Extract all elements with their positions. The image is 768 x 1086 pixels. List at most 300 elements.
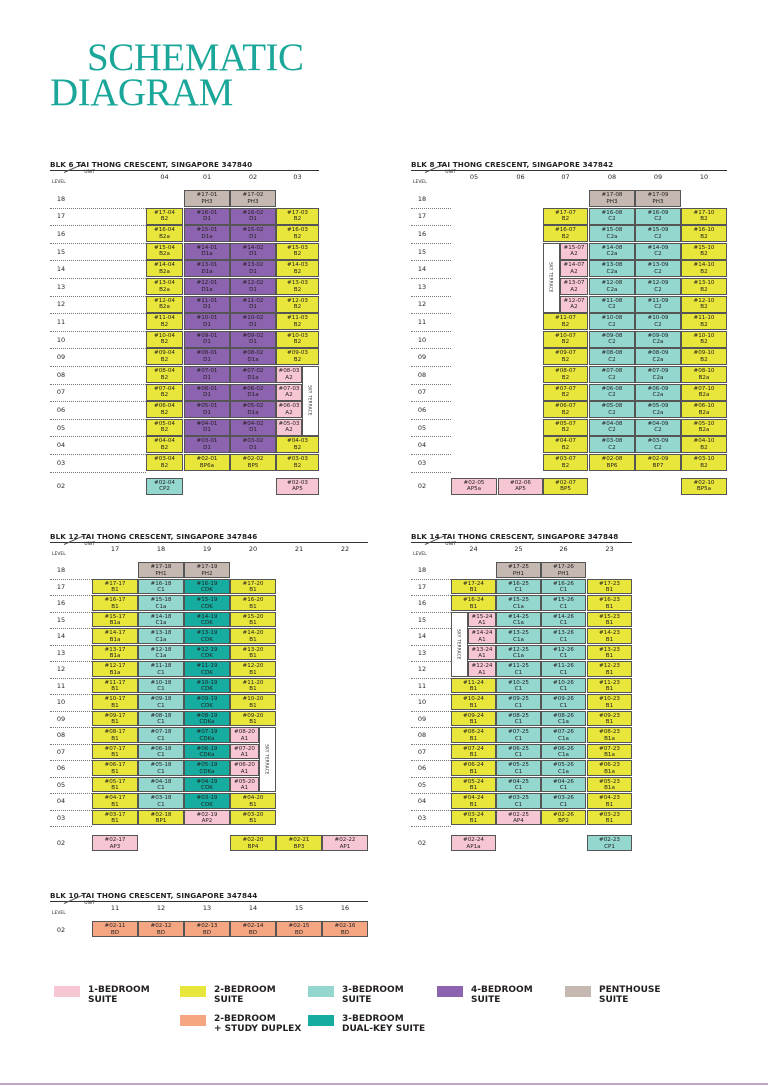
unit-type: C2 xyxy=(654,216,662,223)
unit-cell[interactable] xyxy=(635,436,681,453)
unit-cell[interactable] xyxy=(276,366,302,383)
unit-cell[interactable] xyxy=(587,661,632,677)
unit-cell[interactable] xyxy=(541,562,586,578)
unit-cell[interactable] xyxy=(230,760,259,776)
unit-type: B1 xyxy=(249,686,257,693)
unit-cell[interactable] xyxy=(322,835,368,851)
unit-cell[interactable] xyxy=(587,727,632,743)
unit-cell[interactable] xyxy=(138,810,184,826)
unit-cell[interactable] xyxy=(92,810,138,826)
unit-cell[interactable] xyxy=(451,777,496,793)
level-rule xyxy=(411,579,451,580)
level-rule xyxy=(50,661,92,662)
unit-cell[interactable] xyxy=(92,661,138,677)
unit-cell[interactable] xyxy=(230,694,276,710)
unit-cell[interactable] xyxy=(496,810,541,826)
unit-cell[interactable] xyxy=(138,595,184,611)
unit-cell[interactable] xyxy=(276,243,319,260)
unit-cell[interactable] xyxy=(496,711,541,727)
unit-cell[interactable] xyxy=(496,678,541,694)
unit-cell[interactable] xyxy=(541,711,586,727)
unit-cell[interactable] xyxy=(451,727,496,743)
unit-cell[interactable] xyxy=(230,921,276,937)
unit-cell[interactable] xyxy=(589,243,635,260)
unit-cell[interactable] xyxy=(146,331,183,348)
unit-cell[interactable] xyxy=(560,296,588,313)
unit-cell[interactable] xyxy=(635,260,681,277)
unit-cell[interactable] xyxy=(589,366,635,383)
unit-cell[interactable] xyxy=(560,243,588,260)
unit-cell[interactable] xyxy=(541,694,586,710)
unit-cell[interactable] xyxy=(230,331,276,348)
unit-cell[interactable] xyxy=(146,225,183,242)
unit-cell[interactable] xyxy=(146,260,183,277)
unit-cell[interactable] xyxy=(451,595,496,611)
unit-cell[interactable] xyxy=(543,401,588,418)
unit-cell[interactable] xyxy=(681,401,727,418)
unit-cell[interactable] xyxy=(184,348,230,365)
unit-cell[interactable] xyxy=(589,401,635,418)
unit-number: #11-26 xyxy=(553,663,574,669)
unit-cell[interactable] xyxy=(276,835,322,851)
unit-cell[interactable] xyxy=(589,278,635,295)
unit-cell[interactable] xyxy=(451,810,496,826)
unit-number: #14-18 xyxy=(150,613,172,620)
unit-cell[interactable] xyxy=(92,727,138,743)
unit-cell[interactable] xyxy=(92,793,138,809)
unit-cell[interactable] xyxy=(543,478,588,495)
unit-cell[interactable] xyxy=(589,313,635,330)
unit-cell[interactable] xyxy=(587,694,632,710)
unit-number: #07-19 xyxy=(196,729,218,735)
unit-cell[interactable] xyxy=(276,419,302,436)
unit-cell[interactable] xyxy=(681,384,727,401)
unit-cell[interactable] xyxy=(146,296,183,313)
unit-cell[interactable] xyxy=(589,260,635,277)
unit-cell[interactable] xyxy=(92,678,138,694)
unit-cell[interactable] xyxy=(496,793,541,809)
unit-cell[interactable] xyxy=(184,366,230,383)
unit-cell[interactable] xyxy=(276,384,302,401)
unit-cell[interactable] xyxy=(681,478,727,495)
unit-cell[interactable] xyxy=(184,208,230,225)
unit-cell[interactable] xyxy=(468,645,496,661)
unit-cell[interactable] xyxy=(587,645,632,661)
unit-cell[interactable] xyxy=(92,744,138,760)
unit-cell[interactable] xyxy=(496,744,541,760)
unit-cell[interactable] xyxy=(589,190,635,207)
unit-cell[interactable] xyxy=(138,777,184,793)
unit-cell[interactable] xyxy=(587,744,632,760)
unit-cell[interactable] xyxy=(230,419,276,436)
unit-cell[interactable] xyxy=(146,384,183,401)
unit-cell[interactable] xyxy=(560,260,588,277)
unit-cell[interactable] xyxy=(681,454,727,471)
unit-type: D1a xyxy=(247,392,259,399)
unit-cell[interactable] xyxy=(138,579,184,595)
unit-cell[interactable] xyxy=(230,278,276,295)
unit-cell[interactable] xyxy=(681,278,727,295)
unit-cell[interactable] xyxy=(92,612,138,628)
unit-cell[interactable] xyxy=(138,727,184,743)
unit-cell[interactable] xyxy=(230,436,276,453)
unit-cell[interactable] xyxy=(451,835,496,851)
unit-cell[interactable] xyxy=(138,645,184,661)
unit-cell[interactable] xyxy=(138,612,184,628)
unit-type: C2 xyxy=(608,427,616,434)
unit-cell[interactable] xyxy=(230,190,276,207)
unit-cell[interactable] xyxy=(230,260,276,277)
unit-cell[interactable] xyxy=(146,278,183,295)
unit-cell[interactable] xyxy=(230,661,276,677)
unit-cell[interactable] xyxy=(230,628,276,644)
unit-cell[interactable] xyxy=(635,454,681,471)
unit-cell[interactable] xyxy=(496,727,541,743)
unit-cell[interactable] xyxy=(635,225,681,242)
unit-cell[interactable] xyxy=(276,454,319,471)
unit-cell[interactable] xyxy=(184,628,230,644)
unit-cell[interactable] xyxy=(230,711,276,727)
unit-cell[interactable] xyxy=(146,401,183,418)
unit-cell[interactable] xyxy=(541,727,586,743)
unit-cell[interactable] xyxy=(541,793,586,809)
unit-cell[interactable] xyxy=(146,436,183,453)
unit-cell[interactable] xyxy=(635,419,681,436)
unit-cell[interactable] xyxy=(587,793,632,809)
unit-cell[interactable] xyxy=(635,190,681,207)
unit-cell[interactable] xyxy=(543,313,588,330)
unit-cell[interactable] xyxy=(589,348,635,365)
unit-cell[interactable] xyxy=(184,777,230,793)
unit-cell[interactable] xyxy=(681,436,727,453)
unit-cell[interactable] xyxy=(451,744,496,760)
unit-cell[interactable] xyxy=(184,579,230,595)
unit-cell[interactable] xyxy=(184,296,230,313)
unit-cell[interactable] xyxy=(543,436,588,453)
unit-cell[interactable] xyxy=(92,694,138,710)
unit-cell[interactable] xyxy=(635,366,681,383)
unit-cell[interactable] xyxy=(138,760,184,776)
unit-cell[interactable] xyxy=(496,579,541,595)
unit-cell[interactable] xyxy=(146,208,183,225)
unit-cell[interactable] xyxy=(276,296,319,313)
unit-cell[interactable] xyxy=(543,331,588,348)
unit-cell[interactable] xyxy=(138,562,184,578)
unit-cell[interactable] xyxy=(184,401,230,418)
unit-type: C1 xyxy=(157,669,165,676)
unit-cell[interactable] xyxy=(681,260,727,277)
unit-cell[interactable] xyxy=(276,331,319,348)
unit-cell[interactable] xyxy=(184,760,230,776)
unit-number: #16-26 xyxy=(553,580,574,587)
unit-cell[interactable] xyxy=(92,921,138,937)
unit-cell[interactable] xyxy=(230,810,276,826)
unit-cell[interactable] xyxy=(146,348,183,365)
unit-cell[interactable] xyxy=(230,612,276,628)
unit-type: AP5 xyxy=(515,486,526,493)
unit-cell[interactable] xyxy=(451,760,496,776)
unit-cell[interactable] xyxy=(635,401,681,418)
unit-cell[interactable] xyxy=(230,208,276,225)
unit-cell[interactable] xyxy=(276,225,319,242)
unit-cell[interactable] xyxy=(92,645,138,661)
unit-cell[interactable] xyxy=(184,727,230,743)
unit-cell[interactable] xyxy=(496,777,541,793)
unit-cell[interactable] xyxy=(451,579,496,595)
unit-cell[interactable] xyxy=(451,678,496,694)
unit-cell[interactable] xyxy=(635,313,681,330)
unit-cell[interactable] xyxy=(184,331,230,348)
unit-cell[interactable] xyxy=(451,711,496,727)
unit-number: #14-24 xyxy=(471,630,493,636)
unit-cell[interactable] xyxy=(184,612,230,628)
unit-cell[interactable] xyxy=(587,678,632,694)
unit-cell[interactable] xyxy=(589,454,635,471)
unit-cell[interactable] xyxy=(230,777,259,793)
unit-number: #17-19 xyxy=(196,564,218,570)
unit-cell[interactable] xyxy=(589,419,635,436)
unit-cell[interactable] xyxy=(184,260,230,277)
unit-cell[interactable] xyxy=(589,225,635,242)
unit-cell[interactable] xyxy=(589,331,635,348)
unit-cell[interactable] xyxy=(184,744,230,760)
unit-cell[interactable] xyxy=(541,744,586,760)
unit-cell[interactable] xyxy=(496,694,541,710)
unit-cell[interactable] xyxy=(92,711,138,727)
unit-cell[interactable] xyxy=(468,612,496,628)
unit-number: #02-08 xyxy=(601,456,623,462)
unit-cell[interactable] xyxy=(184,419,230,436)
unit-cell[interactable] xyxy=(635,384,681,401)
unit-cell[interactable] xyxy=(496,595,541,611)
unit-cell[interactable] xyxy=(451,478,497,495)
unit-cell[interactable] xyxy=(138,694,184,710)
unit-cell[interactable] xyxy=(681,243,727,260)
unit-cell[interactable] xyxy=(92,579,138,595)
unit-cell[interactable] xyxy=(468,661,496,677)
unit-type: B1 xyxy=(469,587,478,594)
unit-cell[interactable] xyxy=(230,579,276,595)
unit-cell[interactable] xyxy=(541,612,586,628)
unit-cell[interactable] xyxy=(543,384,588,401)
unit-cell[interactable] xyxy=(322,921,368,937)
unit-cell[interactable] xyxy=(138,661,184,677)
unit-cell[interactable] xyxy=(230,313,276,330)
unit-number: #12-10 xyxy=(693,297,715,304)
unit-cell[interactable] xyxy=(589,384,635,401)
unit-cell[interactable] xyxy=(92,835,138,851)
unit-cell[interactable] xyxy=(681,348,727,365)
unit-cell[interactable] xyxy=(184,225,230,242)
unit-cell[interactable] xyxy=(184,243,230,260)
unit-cell[interactable] xyxy=(184,436,230,453)
unit-number: #04-08 xyxy=(601,420,623,427)
unit-cell[interactable] xyxy=(451,793,496,809)
unit-number: #11-03 xyxy=(287,315,308,322)
unit-cell[interactable] xyxy=(541,661,586,677)
unit-cell[interactable] xyxy=(146,366,183,383)
unit-cell[interactable] xyxy=(230,645,276,661)
unit-cell[interactable] xyxy=(541,760,586,776)
unit-cell[interactable] xyxy=(184,793,230,809)
unit-cell[interactable] xyxy=(276,921,322,937)
unit-cell[interactable] xyxy=(543,419,588,436)
unit-cell[interactable] xyxy=(230,366,276,383)
unit-cell[interactable] xyxy=(138,744,184,760)
unit-type: B1 xyxy=(111,603,119,610)
unit-number: #12-04 xyxy=(154,297,175,304)
unit-cell[interactable] xyxy=(230,744,259,760)
unit-cell[interactable] xyxy=(184,313,230,330)
unit-cell[interactable] xyxy=(681,366,727,383)
unit-cell[interactable] xyxy=(230,384,276,401)
unit-cell[interactable] xyxy=(230,454,276,471)
unit-type: B2a xyxy=(698,409,710,416)
unit-cell[interactable] xyxy=(230,727,259,743)
unit-cell[interactable] xyxy=(543,366,588,383)
unit-cell[interactable] xyxy=(451,694,496,710)
unit-cell[interactable] xyxy=(496,760,541,776)
unit-cell[interactable] xyxy=(496,612,541,628)
unit-cell[interactable] xyxy=(681,313,727,330)
unit-cell[interactable] xyxy=(635,208,681,225)
unit-cell[interactable] xyxy=(589,208,635,225)
unit-cell[interactable] xyxy=(681,296,727,313)
unit-cell[interactable] xyxy=(635,331,681,348)
unit-cell[interactable] xyxy=(138,793,184,809)
unit-cell[interactable] xyxy=(184,595,230,611)
unit-cell[interactable] xyxy=(681,225,727,242)
unit-cell[interactable] xyxy=(587,777,632,793)
unit-cell[interactable] xyxy=(541,595,586,611)
unit-cell[interactable] xyxy=(184,190,230,207)
unit-cell[interactable] xyxy=(138,711,184,727)
level-label: 15 xyxy=(417,615,427,624)
unit-cell[interactable] xyxy=(541,678,586,694)
unit-cell[interactable] xyxy=(230,348,276,365)
level-label: 17 xyxy=(56,212,66,221)
unit-number: #10-03 xyxy=(287,332,308,339)
unit-cell[interactable] xyxy=(230,595,276,611)
unit-type: B1 xyxy=(249,636,257,643)
unit-cell[interactable] xyxy=(184,921,230,937)
unit-number: #11-17 xyxy=(104,679,126,686)
unit-cell[interactable] xyxy=(587,628,632,644)
unit-cell[interactable] xyxy=(276,208,319,225)
unit-cell[interactable] xyxy=(276,313,319,330)
unit-cell[interactable] xyxy=(230,296,276,313)
unit-cell[interactable] xyxy=(543,225,588,242)
unit-cell[interactable] xyxy=(138,628,184,644)
unit-cell[interactable] xyxy=(92,760,138,776)
unit-cell[interactable] xyxy=(587,612,632,628)
unit-cell[interactable] xyxy=(496,628,541,644)
unit-cell[interactable] xyxy=(92,777,138,793)
unit-cell[interactable] xyxy=(138,678,184,694)
unit-cell[interactable] xyxy=(184,278,230,295)
unit-cell[interactable] xyxy=(681,331,727,348)
unit-cell[interactable] xyxy=(276,436,319,453)
unit-cell[interactable] xyxy=(276,478,319,495)
unit-cell[interactable] xyxy=(184,694,230,710)
unit-cell[interactable] xyxy=(184,645,230,661)
unit-cell[interactable] xyxy=(146,243,183,260)
unit-cell[interactable] xyxy=(541,579,586,595)
unit-cell[interactable] xyxy=(589,436,635,453)
unit-cell[interactable] xyxy=(587,810,632,826)
unit-number: #06-04 xyxy=(154,403,175,410)
unit-cell[interactable] xyxy=(587,579,632,595)
unit-cell[interactable] xyxy=(468,628,496,644)
unit-cell[interactable] xyxy=(587,711,632,727)
unit-cell[interactable] xyxy=(560,278,588,295)
unit-cell[interactable] xyxy=(230,401,276,418)
unit-cell[interactable] xyxy=(92,595,138,611)
unit-cell[interactable] xyxy=(146,313,183,330)
unit-cell[interactable] xyxy=(498,478,543,495)
unit-cell[interactable] xyxy=(635,348,681,365)
unit-cell[interactable] xyxy=(276,260,319,277)
unit-cell[interactable] xyxy=(681,419,727,436)
unit-cell[interactable] xyxy=(541,645,586,661)
unit-cell[interactable] xyxy=(276,278,319,295)
legend-line-2: + STUDY DUPLEX xyxy=(214,1024,302,1034)
unit-cell[interactable] xyxy=(276,348,319,365)
unit-cell[interactable] xyxy=(587,760,632,776)
unit-number: #08-07 xyxy=(555,368,576,374)
unit-cell[interactable] xyxy=(635,243,681,260)
unit-cell[interactable] xyxy=(276,401,302,418)
unit-number: #02-19 xyxy=(196,811,218,818)
unit-cell[interactable] xyxy=(543,208,588,225)
unit-cell[interactable] xyxy=(589,296,635,313)
unit-cell[interactable] xyxy=(496,562,541,578)
unit-cell[interactable] xyxy=(146,478,183,495)
unit-cell[interactable] xyxy=(184,678,230,694)
unit-type: BD xyxy=(294,929,304,936)
unit-cell[interactable] xyxy=(681,208,727,225)
unit-cell[interactable] xyxy=(541,628,586,644)
unit-cell[interactable] xyxy=(230,678,276,694)
unit-cell[interactable] xyxy=(184,661,230,677)
unit-cell[interactable] xyxy=(543,454,588,471)
unit-cell[interactable] xyxy=(635,278,681,295)
unit-cell[interactable] xyxy=(92,628,138,644)
unit-type: B2 xyxy=(293,251,302,258)
unit-cell[interactable] xyxy=(541,777,586,793)
unit-cell[interactable] xyxy=(587,595,632,611)
unit-cell[interactable] xyxy=(230,243,276,260)
unit-cell[interactable] xyxy=(496,661,541,677)
unit-cell[interactable] xyxy=(184,562,230,578)
unit-cell[interactable] xyxy=(184,711,230,727)
level-rule xyxy=(50,744,92,745)
unit-cell[interactable] xyxy=(184,454,230,471)
unit-cell[interactable] xyxy=(541,810,586,826)
unit-cell[interactable] xyxy=(146,454,183,471)
unit-cell[interactable] xyxy=(184,810,230,826)
unit-cell[interactable] xyxy=(138,921,184,937)
unit-cell[interactable] xyxy=(543,348,588,365)
unit-cell[interactable] xyxy=(496,645,541,661)
unit-cell[interactable] xyxy=(230,225,276,242)
unit-cell[interactable] xyxy=(230,793,276,809)
unit-cell[interactable] xyxy=(230,835,276,851)
unit-cell[interactable] xyxy=(635,296,681,313)
unit-cell[interactable] xyxy=(184,384,230,401)
unit-cell[interactable] xyxy=(587,835,632,851)
unit-cell[interactable] xyxy=(146,419,183,436)
